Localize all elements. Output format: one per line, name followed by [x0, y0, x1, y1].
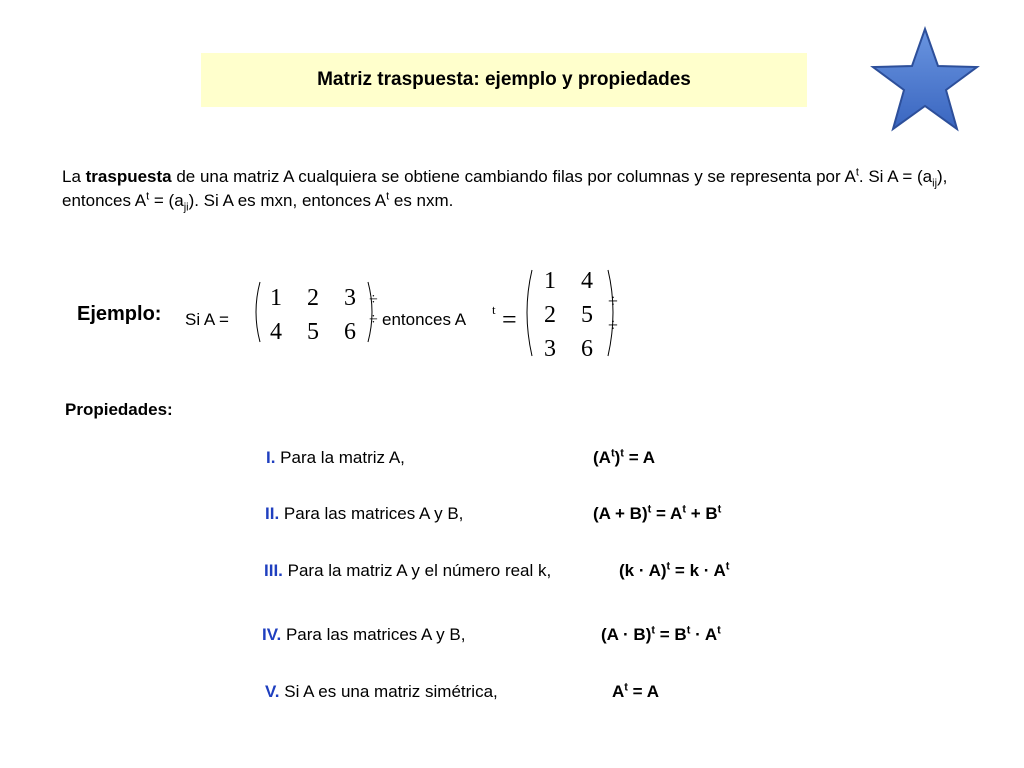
intro-paragraph: La traspuesta de una matriz A cualquiera se obtiene cambiando filas por columnas y se representa por $A^t$. Si $A = (a_{ij})$, entonces $A^t = (a_{ji})$. Si A es mxn, entonces $A^t$ es nxm.: [62, 166, 948, 214]
divide-symbol: ÷: [608, 291, 618, 311]
matrix-at-cell: 1: [544, 268, 556, 294]
property-1: I. Para la matriz A,: [266, 448, 405, 467]
transpose-superscript: t: [492, 302, 496, 317]
property-5: V. Si A es una matriz simétrica,: [265, 682, 498, 701]
matrix-a-cell: 4: [270, 319, 282, 345]
property-numeral: III.: [264, 561, 283, 580]
property-numeral: I.: [266, 448, 276, 467]
title-text: Matriz traspuesta: ejemplo y propiedades: [317, 69, 691, 90]
property-numeral: IV.: [262, 625, 282, 644]
property-numeral: V.: [265, 682, 280, 701]
example-si-a: Si A =: [185, 310, 229, 329]
equals-sign: =: [502, 305, 517, 334]
matrix-at-cell: 4: [581, 268, 593, 294]
property-2: II. Para las matrices A y B,: [265, 504, 464, 523]
star-icon: [870, 26, 980, 134]
example-label: Ejemplo:: [77, 303, 162, 325]
property-1-formula: $(A^t)^t = A$: [593, 447, 655, 467]
properties-heading: Propiedades:: [65, 400, 173, 419]
matrix-at: [520, 264, 630, 364]
property-numeral: II.: [265, 504, 280, 523]
property-4: IV. Para las matrices A y B,: [262, 625, 466, 644]
matrix-a-cell: 2: [307, 285, 319, 311]
page-title: [201, 53, 807, 107]
example-entonces: entonces A: [382, 310, 467, 329]
property-2-formula: $(A + B)^t = A^t + B^t$: [593, 503, 722, 523]
matrix-a-cell: 3: [344, 285, 356, 311]
matrix-a-cell: 1: [270, 285, 282, 311]
property-5-formula: $A^t = A$: [612, 681, 659, 701]
matrix-a-cell: 5: [307, 319, 319, 345]
matrix-at-cell: 5: [581, 302, 593, 328]
matrix-at-cell: 2: [544, 302, 556, 328]
property-4-formula: $(A \cdot B)^t = B^t \cdot A^t$: [601, 624, 721, 644]
property-3: III. Para la matriz A y el número real k,: [264, 561, 552, 580]
matrix-at-cell: 3: [544, 336, 556, 362]
divide-symbol: ÷: [369, 291, 378, 308]
property-3-formula: $(k \cdot A)^t = k \cdot A^t$: [619, 560, 730, 580]
divide-symbol: ÷: [369, 311, 378, 328]
divide-symbol: ÷: [608, 315, 618, 335]
matrix-at-cell: 6: [581, 336, 593, 362]
matrix-a-cell: 6: [344, 319, 356, 345]
term-traspuesta: traspuesta: [85, 167, 172, 186]
